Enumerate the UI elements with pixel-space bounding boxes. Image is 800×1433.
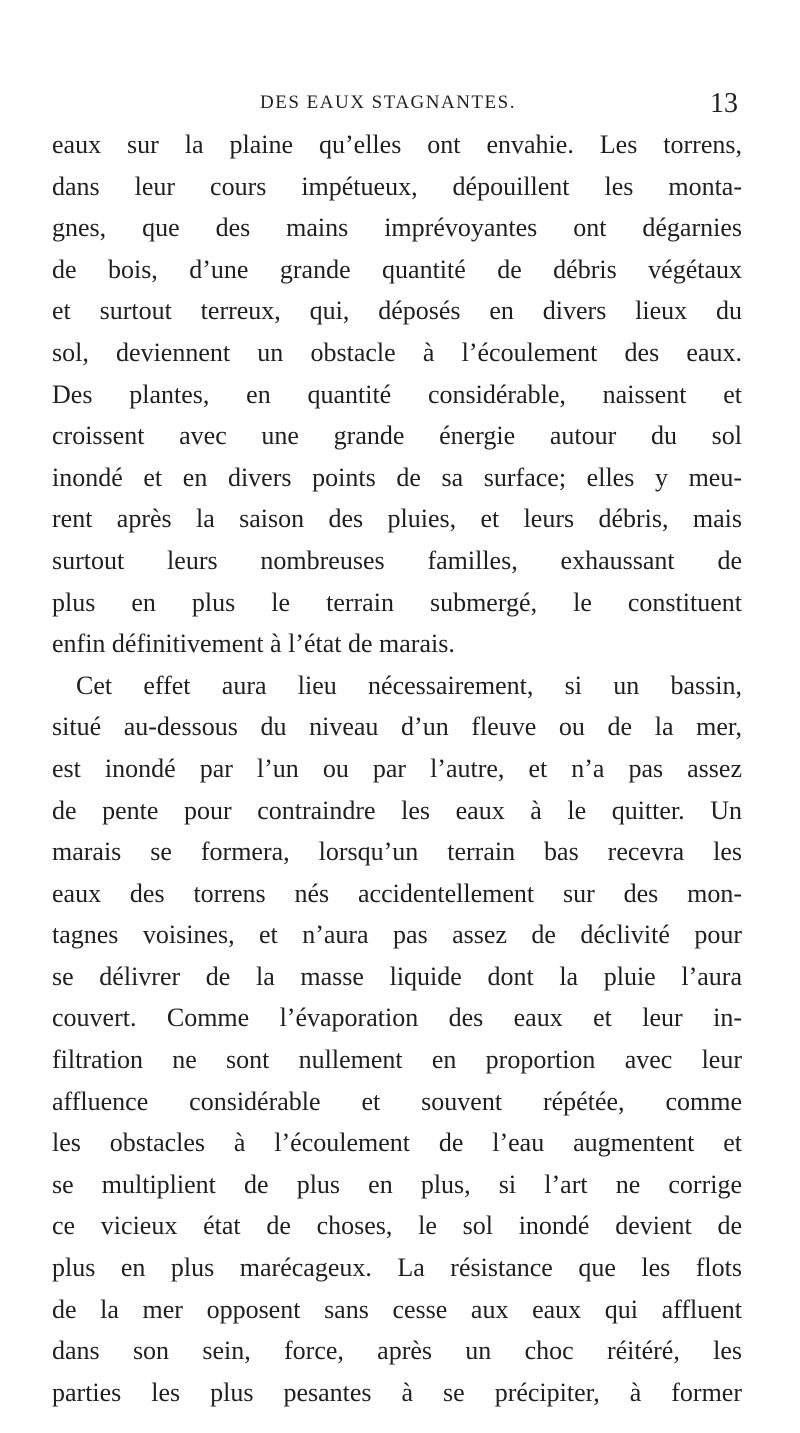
- text-line: situé au-dessous du niveau d’un fleuve ou de la mer,: [52, 712, 742, 742]
- text-line: gnes, que des mains imprévoyantes ont dégarnies: [52, 213, 742, 243]
- text-line: parties les plus pesantes à se précipiter, à former: [52, 1377, 742, 1407]
- text-line: ce vicieux état de choses, le sol inondé devient de: [52, 1211, 742, 1241]
- text-line: eaux sur la plaine qu’elles ont envahie. Les torrens,: [52, 130, 742, 159]
- text-line: affluence considérable et souvent répétée, comme: [52, 1086, 742, 1116]
- text-line: tagnes voisines, et n’aura pas assez de déclivité pour: [52, 920, 742, 950]
- text-line: Cet effet aura lieu nécessairement, si un bassin,: [76, 670, 742, 700]
- text-line: de bois, d’une grande quantité de débris végétaux: [52, 254, 742, 284]
- text-line: eaux des torrens nés accidentellement sur des mon-: [52, 878, 742, 908]
- text-line: enfin définitivement à l’état de marais.: [52, 629, 455, 659]
- text-line: dans son sein, force, après un choc réitéré, les: [52, 1336, 742, 1366]
- text-line: sol, deviennent un obstacle à l’écoulement des eaux.: [52, 337, 742, 367]
- text-line: de la mer opposent sans cesse aux eaux qui affluent: [52, 1294, 742, 1324]
- text-line: surtout leurs nombreuses familles, exhaussant de: [52, 545, 742, 575]
- text-line: inondé et en divers points de sa surface; elles y meu-: [52, 462, 742, 492]
- text-line: filtration ne sont nullement en proportion avec leur: [52, 1045, 742, 1075]
- text-line: se délivrer de la masse liquide dont la pluie l’aura: [52, 961, 742, 991]
- text-line: croissent avec une grande énergie autour du sol: [52, 421, 742, 451]
- text-line: marais se formera, lorsqu’un terrain bas recevra les: [52, 837, 742, 867]
- text-line: se multiplient de plus en plus, si l’art ne corrige: [52, 1169, 742, 1199]
- running-head: [48, 88, 748, 124]
- page-number: 13: [710, 88, 738, 119]
- text-line: plus en plus le terrain submergé, le constituent: [52, 587, 742, 617]
- text-line: les obstacles à l’écoulement de l’eau augmentent et: [52, 1128, 742, 1158]
- text-line: rent après la saison des pluies, et leurs débris, mais: [52, 504, 742, 534]
- text-line: Des plantes, en quantité considérable, naissent et: [52, 379, 742, 409]
- text-line: de pente pour contraindre les eaux à le quitter. Un: [52, 795, 742, 825]
- text-line: est inondé par l’un ou par l’autre, et n’a pas assez: [52, 753, 742, 783]
- running-title: DES EAUX STAGNANTES.: [260, 92, 516, 113]
- text-line: couvert. Comme l’évaporation des eaux et leur in-: [52, 1003, 742, 1033]
- text-line: et surtout terreux, qui, déposés en divers lieux du: [52, 296, 742, 326]
- body-text: [52, 124, 742, 1413]
- text-line: plus en plus marécageux. La résistance que les flots: [52, 1253, 742, 1283]
- text-line: dans leur cours impétueux, dépouillent les monta-: [52, 171, 742, 201]
